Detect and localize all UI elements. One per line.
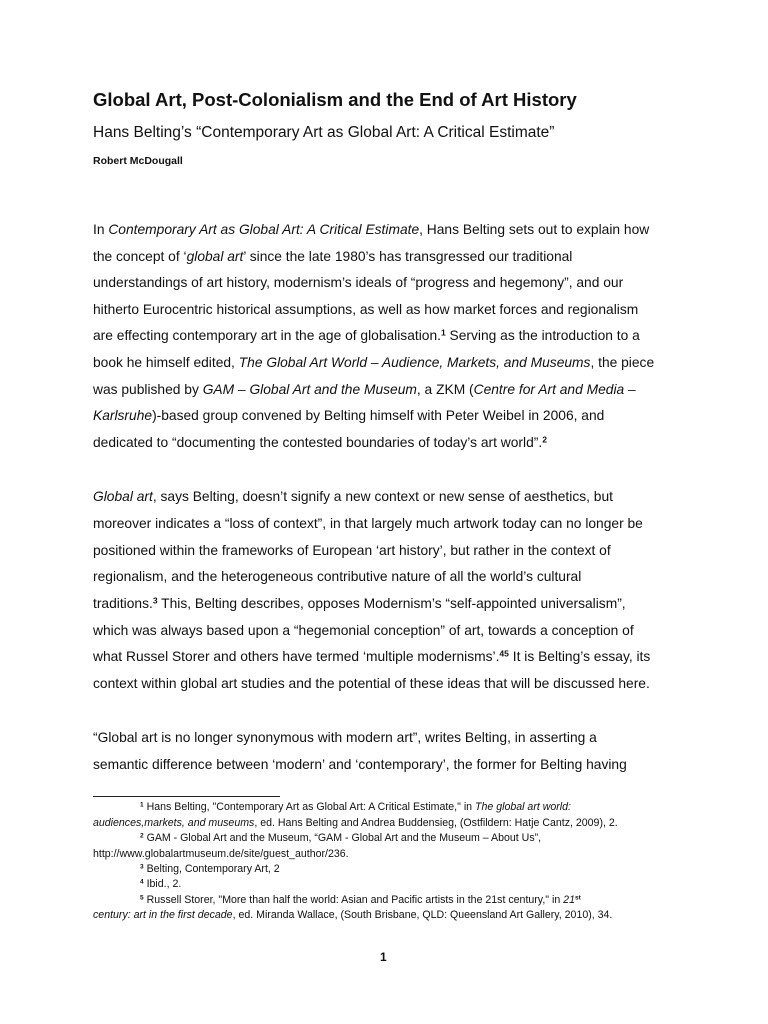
paragraph-2-line-7: what Russel Storer and others have termed ‘multiple modernisms’.$^{45}$ It is Belting’s essay, its	[93, 648, 651, 664]
footnote-3: $^3$ Belting, Contemporary Art, 2	[140, 863, 280, 875]
paragraph-2-line-3: positioned within the frameworks of European ‘art history’, but rather in the context of	[93, 543, 611, 558]
paragraph-1-line-9: dedicated to “documenting the contested boundaries of today’s art world”.$^2$	[93, 434, 547, 450]
footnote-2-line-1: $^2$ GAM - Global Art and the Museum, “GAM - Global Art and the Museum – About Us”,	[140, 832, 542, 844]
footnote-5-line-1: $^5$ Russell Storer, "More than half the world: Asian and Pacific artists in the 21st century," in 21st	[140, 894, 581, 906]
paragraph-3-line-2: semantic difference between ‘modern’ and ‘contemporary’, the former for Belting having	[93, 757, 627, 772]
footnote-4: $^4$ Ibid., 2.	[140, 878, 182, 890]
paragraph-2-line-1: Global art, says Belting, doesn’t signify a new context or new sense of aesthetics, but	[93, 489, 613, 504]
paragraph-2-line-8: context within global art studies and the potential of these ideas that will be discussed here.	[93, 676, 650, 691]
paragraph-1-line-3: understandings of art history, modernism’s ideals of “progress and hegemony”, and our	[93, 275, 624, 290]
paragraph-1-line-5: are effecting contemporary art in the age of globalisation.$^1$ Serving as the introduction to a	[93, 327, 640, 343]
footnote-separator	[93, 796, 280, 797]
footnote-ref-45[interactable]: 45	[499, 648, 509, 659]
author-name: Robert McDougall	[93, 155, 183, 167]
document-title: Global Art, Post-Colonialism and the End of Art History	[93, 89, 577, 110]
paragraph-2-line-5: traditions.$^3$ This, Belting describes, opposes Modernism’s “self-appointed universalism”,	[93, 595, 626, 611]
document-subtitle: Hans Belting’s “Contemporary Art as Global Art: A Critical Estimate”	[93, 124, 555, 141]
footnote-1-line-1: $^1$ Hans Belting, "Contemporary Art as Global Art: A Critical Estimate," in The global art world:	[140, 801, 571, 813]
paragraph-1-line-6: book he himself edited, The Global Art World – Audience, Markets, and Museums, the piece	[93, 355, 655, 370]
paragraph-2-line-2: moreover indicates a “loss of context”, in that largely much artwork today can no longer be	[93, 516, 643, 531]
paragraph-1-line-1: In Contemporary Art as Global Art: A Critical Estimate, Hans Belting sets out to explain how	[93, 222, 650, 237]
paragraph-2-line-6: which was always based upon a “hegemonial conception” of art, towards a conception of	[93, 623, 634, 638]
footnote-ref-1[interactable]: 1	[440, 327, 446, 338]
footnote-1-line-2: audiences,markets, and museums, ed. Hans Belting and Andrea Buddensieg, (Ostfildern: Hatje Cantz, 2009), 2.	[93, 817, 618, 829]
footnote-2-url[interactable]: http://www.globalartmuseum.de/site/guest_author/236.	[93, 848, 349, 860]
page-number: 1	[380, 950, 387, 964]
paragraph-2-line-4: regionalism, and the heterogeneous contributive nature of all the world’s cultural	[93, 569, 582, 584]
footnote-ref-3[interactable]: 3	[152, 595, 158, 606]
paragraph-1-line-4: hitherto Eurocentric historical assumptions, as well as how market forces and regionalism	[93, 302, 639, 317]
footnote-5-line-2: century: art in the first decade, ed. Miranda Wallace, (South Brisbane, QLD: Queensland Art Gallery, 2010), 34.	[93, 909, 613, 921]
paragraph-1-line-2: the concept of ‘global art’ since the late 1980’s has transgressed our traditional	[93, 249, 573, 264]
paragraph-1-line-7: was published by GAM – Global Art and the Museum, a ZKM (Centre for Art and Media –	[93, 382, 636, 397]
paragraph-3-line-1: “Global art is no longer synonymous with modern art”, writes Belting, in asserting a	[93, 730, 597, 745]
footnote-ref-2[interactable]: 2	[542, 434, 547, 445]
paragraph-1-line-8: Karlsruhe)-based group convened by Belting himself with Peter Weibel in 2006, and	[93, 408, 605, 423]
